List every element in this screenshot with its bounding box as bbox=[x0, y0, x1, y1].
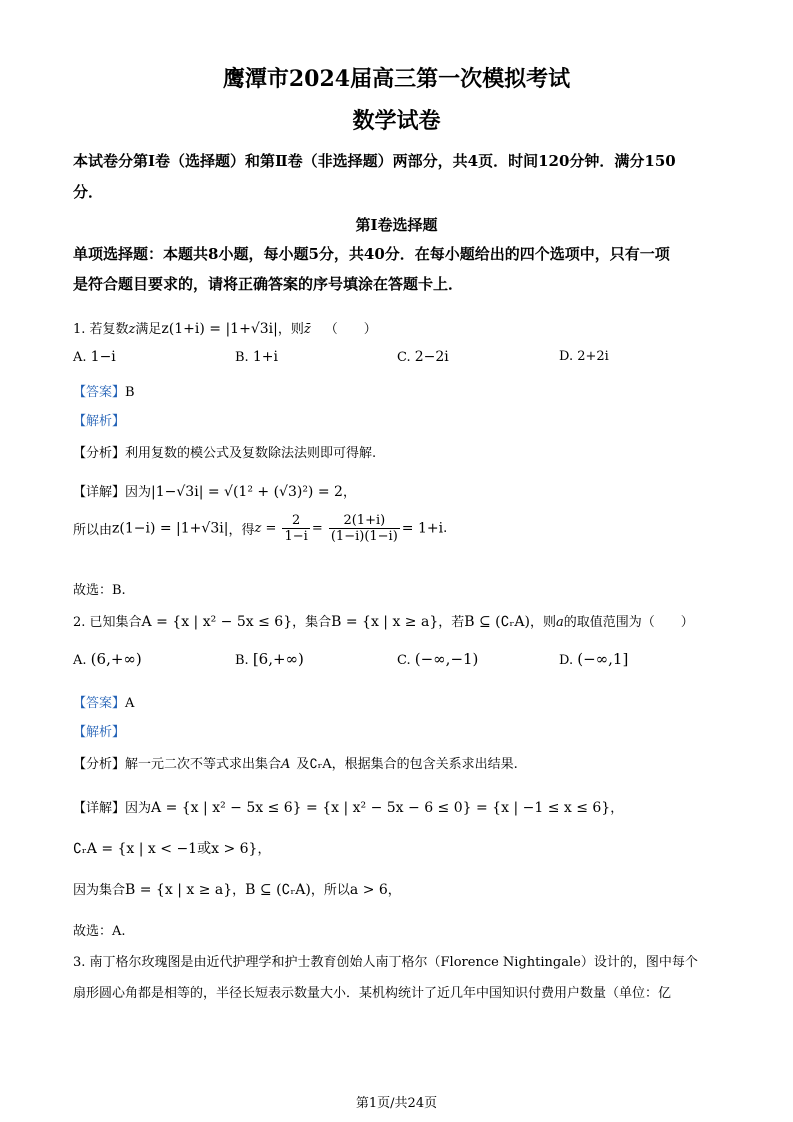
q1-option-b-value: 1+i bbox=[252, 349, 278, 365]
q1-answer bbox=[73, 381, 135, 400]
q2-option-d bbox=[559, 650, 628, 668]
q3-line-2: 扇形圆心角都是相等的，半径长短表示数量大小．某机构统计了近几年中国知识付费用户数量（单位：亿 bbox=[73, 986, 672, 1001]
q2-choice: 故选：A. bbox=[73, 924, 126, 939]
q2-fenxi-post: ，根据集合的包含关系求出结果. bbox=[331, 757, 518, 772]
q2-var-a: a bbox=[556, 615, 564, 630]
q2-option-a bbox=[73, 650, 142, 668]
page-title: 鹰潭市2024届高三第一次模拟考试 bbox=[222, 66, 571, 92]
q2-stem-pre: 2. 已知集合 bbox=[73, 615, 142, 630]
q1-detail-line-1 bbox=[73, 481, 356, 500]
intro-line-1: 本试卷分第Ⅰ卷（选择题）和第Ⅱ卷（非选择题）两部分，共4页．时间120分钟．满分150 bbox=[73, 152, 676, 170]
q1-fenxi-tag: 【分析】 bbox=[73, 446, 126, 461]
q2-stem-mid3: ，则 bbox=[530, 615, 557, 630]
q1-fraction-1-den: 1−i bbox=[284, 529, 308, 544]
q1-line2-end: . bbox=[443, 521, 448, 536]
q2-option-b bbox=[235, 650, 304, 668]
q2-line3-math1: B = {x | x ≥ a} bbox=[125, 882, 233, 898]
q1-detail-modulus-math: |1−√3i| = √(1² + (√3)²) = 2 bbox=[151, 484, 343, 500]
q1-stem-pre: 1. 若复数 bbox=[73, 322, 129, 337]
q1-stem bbox=[73, 318, 377, 337]
q1-option-d bbox=[559, 349, 609, 364]
q2-stem-post: 的取值范围为（ ） bbox=[563, 615, 694, 630]
q1-var-zbar: z̄ bbox=[303, 322, 311, 337]
q1-choice: 故选：B. bbox=[73, 583, 126, 598]
q1-option-b-label: B. bbox=[235, 350, 249, 365]
q1-fraction-2-num: 2(1+i) bbox=[329, 513, 400, 529]
q2-complement-post: ， bbox=[257, 842, 271, 857]
q1-option-d-value: 2+2i bbox=[577, 349, 609, 364]
q1-line2-math: z(1−i) = |1+√3i| bbox=[112, 520, 229, 537]
q1-result: = 1+i bbox=[401, 520, 444, 537]
q2-answer-value: A bbox=[125, 696, 135, 711]
q1-option-a bbox=[73, 349, 116, 365]
q1-detail-pre: 因为 bbox=[125, 485, 152, 500]
q2-fenxi-complement: ∁ᵣA bbox=[309, 757, 332, 772]
q1-equals: = bbox=[311, 521, 323, 536]
q1-option-c-label: C. bbox=[397, 350, 411, 365]
q1-line2-pre: 所以由 bbox=[73, 523, 113, 538]
q1-var-z: z bbox=[128, 322, 136, 337]
q2-fenxi-tag: 【分析】 bbox=[73, 757, 126, 772]
q2-condition-math: B ⊆ (∁ᵣA) bbox=[464, 614, 530, 630]
section-instruction-2: 是符合题目要求的，请将正确答案的序号填涂在答题卡上． bbox=[73, 275, 464, 293]
q1-detail-line-2 bbox=[73, 513, 447, 544]
q1-answer-value: B bbox=[125, 385, 135, 400]
q2-fenxi-var-a: A bbox=[281, 757, 291, 772]
q2-detail-line-1 bbox=[73, 797, 623, 816]
q1-answer-tag: 【答案】 bbox=[73, 385, 126, 400]
q1-option-c bbox=[397, 349, 449, 365]
section-heading: 第Ⅰ卷选择题 bbox=[355, 216, 438, 234]
q2-stem bbox=[73, 611, 694, 630]
q2-answer bbox=[73, 692, 134, 711]
q1-fraction-2-den: (1−i)(1−i) bbox=[330, 529, 398, 544]
q1-option-c-value: 2−2i bbox=[414, 349, 449, 365]
q1-option-a-value: 1−i bbox=[90, 349, 116, 365]
q2-option-a-label: A. bbox=[73, 653, 87, 668]
q2-line3-mid: ，所以 bbox=[310, 883, 350, 898]
q2-detail-post: ， bbox=[610, 801, 624, 816]
q1-fraction-1-num: 2 bbox=[282, 513, 309, 529]
q1-fraction-1 bbox=[282, 513, 309, 544]
q2-fenxi bbox=[73, 753, 518, 772]
q2-detail-line-3 bbox=[73, 879, 401, 898]
q2-option-b-label: B. bbox=[235, 653, 249, 668]
q2-complement-math: ∁ᵣA = {x | x < −1或x > 6} bbox=[73, 841, 258, 857]
q2-fenxi-mid: 及 bbox=[296, 757, 310, 772]
q3-line-1: 3. 南丁格尔玫瑰图是由近代护理学和护士教育创始人南丁格尔（Florence Nightingale）设计的，图中每个 bbox=[73, 955, 698, 970]
page-footer: 第1页/共24页 bbox=[355, 1096, 438, 1111]
q1-option-d-label: D. bbox=[559, 349, 574, 364]
page-subtitle: 数学试卷 bbox=[352, 108, 441, 134]
q2-answer-tag: 【答案】 bbox=[73, 696, 126, 711]
q1-fraction-2 bbox=[329, 513, 400, 544]
q1-line2-z: z = bbox=[254, 521, 277, 536]
q2-option-d-value: (−∞,1] bbox=[577, 650, 629, 668]
intro-line-2: 分． bbox=[73, 183, 104, 201]
q2-set-b-math: B = {x | x ≥ a} bbox=[331, 614, 439, 630]
q2-fenxi-pre: 解一元二次不等式求出集合 bbox=[125, 757, 282, 772]
q2-option-c bbox=[397, 650, 478, 668]
q2-option-c-label: C. bbox=[397, 653, 411, 668]
q1-option-a-label: A. bbox=[73, 350, 87, 365]
q1-fenxi-text: 利用复数的模公式及复数除法法则即可得解. bbox=[125, 446, 377, 461]
q1-detail-tag: 【详解】 bbox=[73, 485, 126, 500]
q2-line3-pre: 因为集合 bbox=[73, 883, 126, 898]
q1-stem-mid: 满足 bbox=[135, 322, 162, 337]
q2-line3-post: ， bbox=[387, 883, 401, 898]
q2-option-c-value: (−∞,−1) bbox=[414, 650, 479, 668]
q2-option-a-value: (6,+∞) bbox=[90, 650, 142, 668]
q2-stem-mid1: ，集合 bbox=[292, 615, 332, 630]
q2-option-d-label: D. bbox=[559, 653, 574, 668]
q1-condition-math: z(1+i) = |1+√3i| bbox=[161, 321, 278, 337]
q1-stem-post: ，则 bbox=[277, 322, 304, 337]
q1-paren: （ ） bbox=[324, 322, 377, 337]
q2-analysis-tag: 【解析】 bbox=[73, 725, 126, 740]
q2-stem-mid2: ，若 bbox=[438, 615, 465, 630]
q2-detail-pre: 因为 bbox=[125, 801, 152, 816]
q2-set-a-math: A = {x | x² − 5x ≤ 6} bbox=[141, 614, 293, 630]
q2-line3-sep: ， bbox=[232, 883, 246, 898]
q1-detail-post: ， bbox=[342, 485, 356, 500]
q2-option-b-value: [6,+∞) bbox=[252, 650, 304, 668]
q1-line2-mid: ，得 bbox=[228, 523, 255, 538]
q2-detail-tag: 【详解】 bbox=[73, 801, 126, 816]
q2-detail-line-2 bbox=[73, 838, 270, 858]
section-instruction-1: 单项选择题：本题共8小题，每小题5分，共40分．在每小题给出的四个选项中，只有一项 bbox=[73, 245, 670, 263]
q2-line3-math2: B ⊆ (∁ᵣA) bbox=[245, 882, 311, 898]
q1-option-b bbox=[235, 349, 278, 365]
q2-detail-math: A = {x | x² − 5x ≤ 6} = {x | x² − 5x − 6 ≤ 0} = {x | −1 ≤ x ≤ 6} bbox=[151, 800, 611, 816]
q1-fenxi bbox=[73, 442, 376, 461]
q1-analysis-tag: 【解析】 bbox=[73, 414, 126, 429]
q2-line3-math3: a > 6 bbox=[349, 882, 388, 898]
